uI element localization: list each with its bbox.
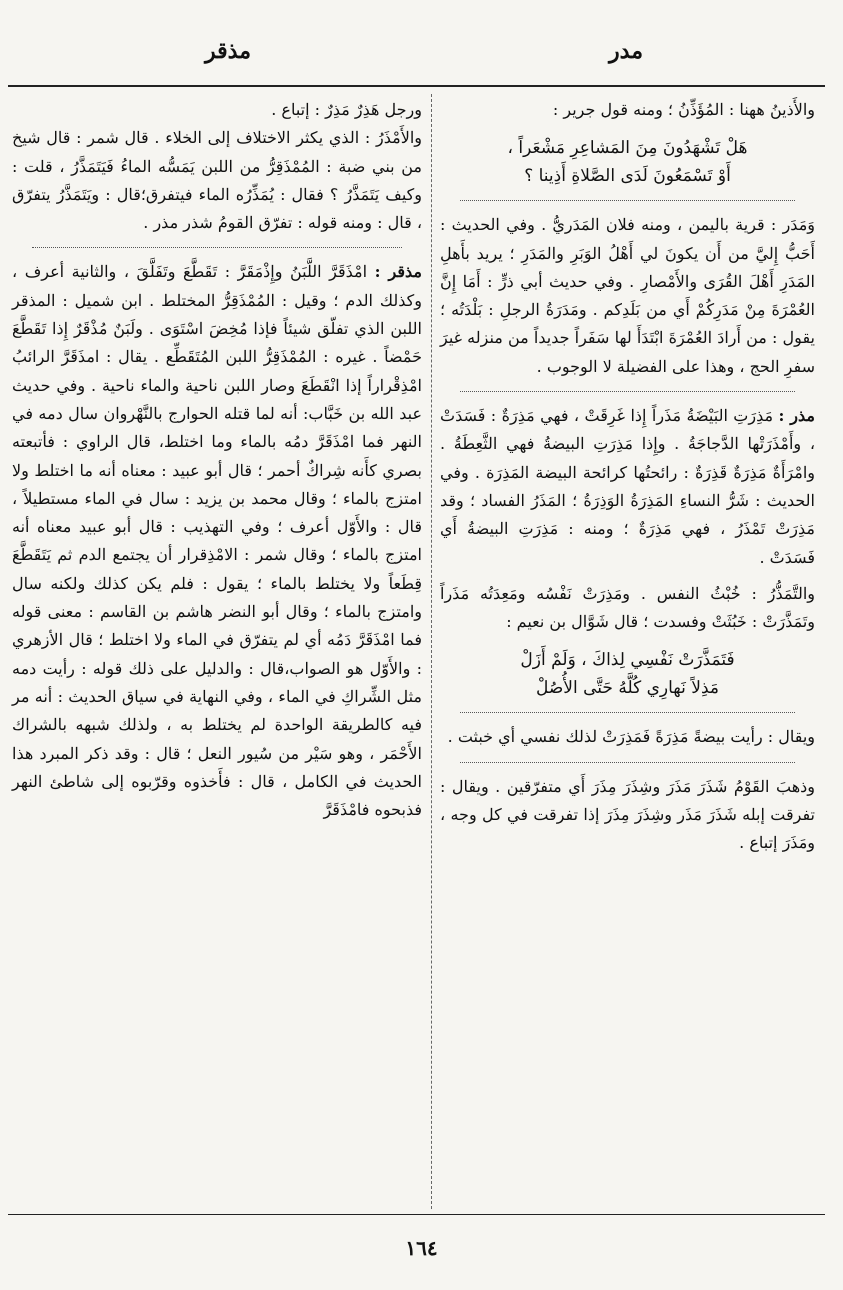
verse-line: مَذِلاً نَهارِي كُلَّهُ حَتَّى الأُصُلْ: [536, 678, 719, 699]
section-separator: [460, 762, 795, 763]
entry-headword: مذر :: [778, 406, 816, 426]
entry-paragraph: [440, 402, 815, 572]
paragraph: والتَّمَذُّرُ : خُبْثُ النفس . ومَذِرَتْ نَفْسُه ومَعِدَتُه مَذَراً وتَمَذَّرَتْ : خَبُثَتْ وفسدت ؛ قال شَوَّال بن نعيم :: [440, 583, 815, 632]
paragraph: وذهبَ القَوْمُ شَذَرَ مَذَرَ وشِذَرَ مِذَرَ أَي متفرّقين . ويقال : تفرقت إبله شَذَرَ مَذَر وشِذَرَ مِذَرَ إذا تفرقت في كل وجه ، ومَذَرَ إتباع .: [440, 776, 815, 853]
section-separator: [460, 391, 795, 392]
section-separator: [460, 712, 795, 713]
paragraph: والأَذينُ ههنا : المُؤَذِّنُ ؛ ومنه قول جرير :: [552, 100, 815, 119]
verse-line: فَتَمَذَّرَتْ نَفْسِي لِذاكَ ، وَلَمْ أَزَلْ: [520, 650, 735, 671]
paragraph: ورجل هَذِرٌ مَذِرٌ : إتباع .: [271, 100, 422, 119]
entry-headword: مذقر :: [374, 262, 422, 282]
paragraph: والأَمْذَرُ : الذي يكثر الاختلاف إلى الخلاء . قال شمر : قال شيخ من بني ضبة : المُمْذَقِرُّ من اللبن يَمَسُّه الماءُ فَيَتَمَذَّرُ ، قلت : وكيف يَتَمَذَّرُ ؟ فقال : يُمَذِّرُه الماء فيتفرق؛قال : ويَتَمَذَّرُ يتفرّق ، قال : ومنه قوله : تفرّق القومُ شذر مذر .: [12, 128, 422, 233]
verse-line: هَلْ تَشْهَدُونَ مِنَ المَشاعِرِ مَشْعَراً ،: [507, 138, 748, 159]
paragraph: ويقال : رأيت بيضةً مَذِرَةً فَمَذِرَتْ لذلك نفسي أي خبثت .: [447, 727, 815, 747]
verse: [440, 134, 815, 190]
verse-line: أَوْ تَسْمَعُونَ لَدَى الصَّلاةِ أَذِينا ؟: [524, 166, 731, 187]
header-rule: [8, 85, 825, 87]
left-column: [12, 96, 422, 824]
running-header-left: مذقر: [205, 38, 251, 64]
right-column: [440, 96, 815, 858]
section-separator: [460, 200, 795, 201]
running-header-right: مدر: [609, 38, 643, 64]
entry-text: مَذِرَتِ البَيْضَةُ مَذَراً إِذا غَرِقَتْ ، فهي مَذِرَةٌ : فَسَدَتْ ، وأَمْذَرَتْها الدَّجاجَةُ . وإِذا مَذِرَتِ البيضةُ فهي الثَّعِطَةُ . وامْرَأَةٌ مَذِرَةٌ قَذِرَةٌ : رائحتُها كرائحة البيضة المَذِرَة . وفي الحديث : شَرُّ النساءِ المَذِرَةُ الوَذِرَةُ ؛ المَذَرُ الفساد ؛ وقد مَذِرَتْ تَمْذَرُ ، فهي مَذِرَةٌ ؛ ومنه : مَذِرَتِ البيضةُ أَي فَسَدَتْ .: [440, 406, 815, 567]
section-separator: [32, 247, 402, 248]
paragraph: وَمَدَر : قرية باليمن ، ومنه فلان المَدَريُّ . وفي الحديث : أَحَبُّ إِليَّ من أَن يكونَ لي أَهْلُ الوَبَرِ والمَدَرِ ؛ يريد بأَهلِ المَدَرِ أَهْلَ القُرَى والأَمْصارِ . وفي حديث أبي ذرٍّ : أَمَا إِنَّ العُمْرَةَ مِنْ مَدَرِكُمْ أَي من بَلَدِكم . ومَدَرَةُ الرجلِ : بَلْدَتُه ؛ يقول : من أَرادَ العُمْرَةَ ابْتَدَأَ لها سَفَراً جديداً من منزله غيرَ سفرِ الحج ، وهذا على الفضيلة لا الوجوب .: [440, 215, 816, 376]
page-number: ١٦٤: [405, 1236, 438, 1260]
footer-rule: [8, 1214, 825, 1215]
verse: [440, 646, 815, 702]
entry-text: امْذَقَرَّ اللَّبَنُ وإِذْمَقَرَّ : تَقَطَّعَ وتَفَلَّقَ ، والثانية أعرف ، وكذلك الدم ؛ وقيل : المُمْذَقِرُّ المختلط . ابن شميل : المذقر اللبن الذي تفلّق شيئاً فإذا مُخِضَ اسْتَوَى . ولَبَنٌ مُذْقَرٌ إِذا تَقَطَّعَ حَمْضاً . غيره : المُمْذَقِرُّ اللبن المُتَقَطِّع . يقال : امذَقَرَّ الرائبُ امْذِقْراراً إذا انْقَطَعَ وصار اللبن ناحية والماء ناحية . وفي حديث عبد الله بن خَبَّاب: أنه لما قتله الحوارج بالنَّهْروان سال دمه في النهر فما امْذَقَرَّ دمُه بالماء وما اختلط، قال الراوي : فأتبعته بصري كأَنه شِراكٌ أحمر ؛ قال أبو عبيد : معناه أنه ما اختلط ولا امتزج بالماء ؛ وقال محمد بن يزيد : سال في الماء مستطيلاً ، قال : والأَوّل أعرف ؛ وفي التهذيب : قال أبو عبيد معناه أنه امتزج بالماء ؛ وقال شمر : الامْذِقرار أن يجتمع الدم ثم يَتَقَطَّعَ قِطَعاً ولا يختلط بالماء ؛ يقول : فلم يكن كذلك ولكنه سال وامتزج بالماء ؛ وقال أبو النضر هاشم بن القاسم : معنى قوله فما امْذَقَرَّ دَمُه أي لم يتفرّق في الماء ولا اختلط ؛ قال الأزهري : والأَوّل هو الصواب،قال : والدليل على ذلك قوله : رأيت دمه مثل الشِّراكِ في الماء ، وفي النهاية في سياق الحديث : أنه مر فيه كالطريقة الواحدة لم يختلط به ، ولذلك شبهه بالشراك الأَحْمَر ، وهو سَيْر من سُيور النعل ؛ قال : وقد ذكر المبرد هذا الحديث في الكامل ، قال : فأَخذوه وقرّبوه إلى شاطئ النهر فذبحوه فامْذَقَرَّ: [12, 262, 423, 820]
entry-paragraph: [12, 258, 422, 824]
column-divider: [431, 94, 432, 1209]
